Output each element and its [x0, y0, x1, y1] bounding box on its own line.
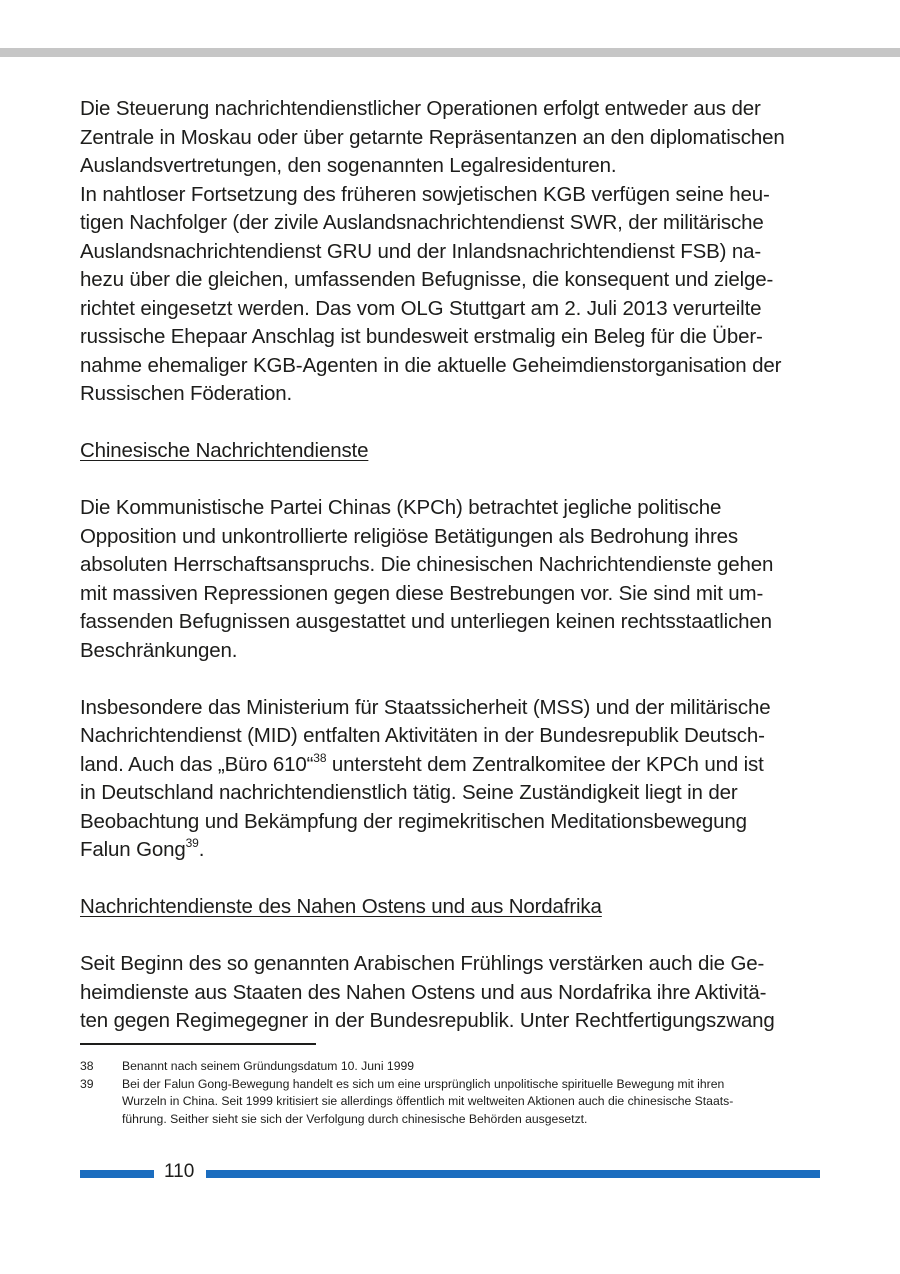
page-footer — [80, 1160, 822, 1186]
footnote-39 — [80, 1076, 825, 1129]
page-number: 110 — [164, 1161, 195, 1182]
section-heading-middle-east-north-africa: Nachrichtendienste des Nahen Ostens und aus Nordafrika — [80, 895, 602, 918]
spacer — [80, 865, 822, 894]
footnote-38 — [80, 1058, 825, 1076]
paragraph-kgb-successors: In nahtloser Fortsetzung des früheren sowjetischen KGB verfügen seine heu- tigen Nachfolger (der zivile Auslandsnachrichtendienst SWR, der militärische Auslandsnachrichtendienst GRU und der Inlandsnachrichtendienst FSB) na- hezu über die gleichen, umfassenden Befugnisse, die konsequent und zielge- richtet eingesetzt werden. Das vom OLG Stuttgart am 2. Juli 2013 verurteilte russische Ehepaar Anschlag ist bundesweit erstmalig ein Beleg für die Über- nahme ehemaliger KGB-Agenten in die aktuelle Geheimdienstorganisation der Russischen Föderation. — [80, 182, 782, 405]
paragraph-mss-mid: Insbesondere das Ministerium für Staatssicherheit (MSS) und der militärische Nachrichtendienst (MID) entfalten Aktivitäten in der Bundesrepublik Deutsch- land. Auch das „Büro 610“$^{38}$ untersteht dem Zentralkomitee der KPCh und ist in Deutschland nachrichtendienstlich tätig. Seine Zuständigkeit liegt in der Beobachtung und Bekämpfung der regimekritischen Meditationsbewegung Falun Gong$^{39}$. — [80, 695, 771, 861]
footnote-ref-38[interactable]: 38 — [313, 750, 327, 765]
section-heading-chinese-services: Chinesische Nachrichtendienste — [80, 439, 369, 462]
footnote-text: Bei der Falun Gong-Bewegung handelt es sich um eine ursprünglich unpolitische spirituelle Bewegung mit ihren Wurzeln in China. Seit 1999 kritisiert sie allerdings öffentlich mit weltweiten Aktionen auch die chinesische Staats- führung. Seither sieht sie sich der Verfolgung durch chinesische Behörden ausgesetzt. — [122, 1076, 734, 1126]
spacer — [80, 922, 822, 951]
page-body — [80, 95, 822, 1036]
footnote-text: Benannt nach seinem Gründungsdatum 10. Juni 1999 — [122, 1059, 415, 1073]
footnote-ref-39[interactable]: 39 — [185, 836, 199, 851]
spacer — [80, 409, 822, 438]
paragraph-kpch: Die Kommunistische Partei Chinas (KPCh) betrachtet jegliche politische Opposition und unkontrollierte religiöse Betätigungen als Bedrohung ihres absoluten Herrschaftsanspruchs. Die chinesischen Nachrichtendienste gehen mit massiven Repressionen gegen diese Bestrebungen vor. Sie sind mit um- fassenden Befugnissen ausgestattet und unterliegen keinen rechtsstaatlichen Beschränkungen. — [80, 496, 774, 662]
footnotes — [80, 1058, 825, 1128]
top-decorative-bar — [0, 48, 900, 57]
footer-bar-left — [80, 1170, 154, 1178]
paragraph-arab-spring: Seit Beginn des so genannten Arabischen Frühlings verstärken auch die Ge- heimdienste aus Staaten des Nahen Ostens und aus Nordafrika ihre Aktivitä- ten gegen Regimegegner in der Bundesrepublik. Unter Rechtfertigungszwang — [80, 952, 775, 1032]
spacer — [80, 466, 822, 495]
footer-bar-right — [206, 1170, 820, 1178]
paragraph-moscow-operations: Die Steuerung nachrichtendienstlicher Operationen erfolgt entweder aus der Zentrale in Moskau oder über getarnte Repräsentanzen an den diplomatischen Auslandsvertretungen, den sogenannten Legalresidenturen. — [80, 97, 785, 177]
spacer — [80, 665, 822, 694]
footnote-divider — [80, 1043, 316, 1045]
footnote-number: 39 — [80, 1076, 94, 1091]
footnote-number: 38 — [80, 1059, 94, 1073]
